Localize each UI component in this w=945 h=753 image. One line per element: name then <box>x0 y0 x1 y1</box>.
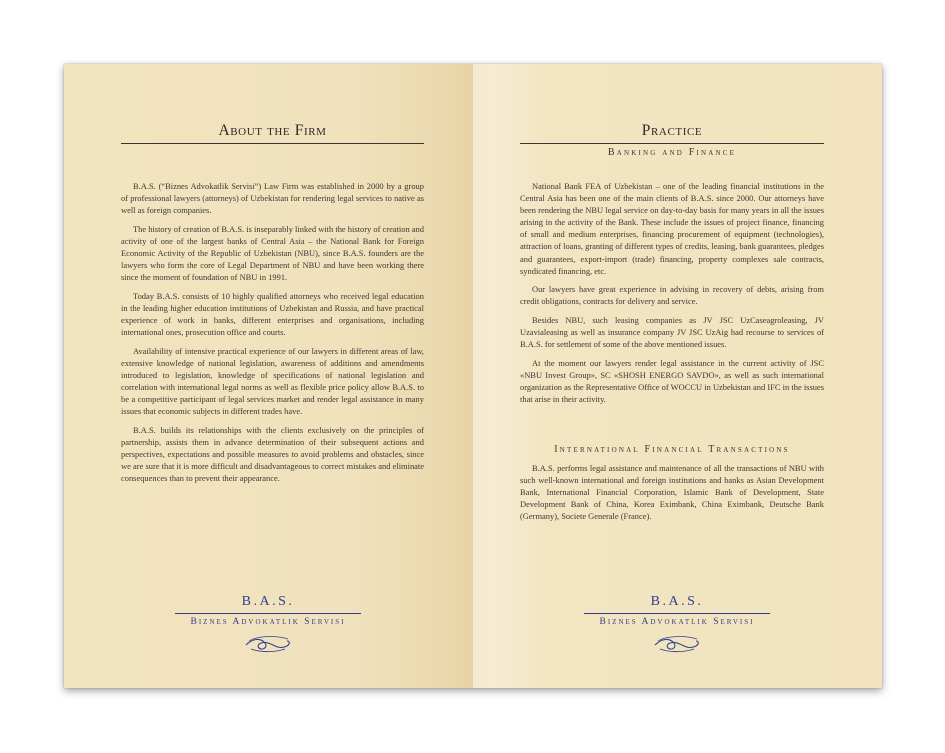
flourish-ornament-icon <box>652 634 702 656</box>
paragraph: Our lawyers have great experience in advising in recovery of debts, arising from credit obligations, contracts for delivery and service. <box>520 284 824 307</box>
logo-mark: B.A.S. <box>241 594 295 609</box>
paragraph: Besides NBU, such leasing companies as JV JSC UzCaseagroleasing, JV Uzavialeasing as well as insurance company JV JSC UzAig had recourse to services of B.A.S. for settlement of some of the above mentioned issues. <box>520 314 824 350</box>
logo-rule <box>175 613 361 614</box>
title-rule <box>121 143 424 144</box>
logo-name: Biznes Advokatlik Servisi <box>190 617 346 627</box>
bas-logo <box>584 594 770 656</box>
paragraph: B.A.S. builds its relationships with the clients exclusively on the principles of partnership, assists them in advance determination of their subsequent actions and perspectives, expectations and possible measures to avoid problems and obstacles, since we are sure that it is more difficult and disadvantageous to correct mistakes and eliminate consequences than to prevent their appearance. <box>121 424 424 484</box>
logo-name: Biznes Advokatlik Servisi <box>599 617 755 627</box>
paragraph: At the moment our lawyers render legal assistance in the current activity of JSC «NBU Invest Group», SC «SHOSH ENERGO SAVDO», as well as such international organization as the Representative Office of WOCCU in Uzbekistan and IFC in the issues that arise in their activity. <box>520 357 824 404</box>
section2-body-text <box>520 462 824 529</box>
right-page <box>473 64 882 688</box>
left-page <box>64 64 473 688</box>
right-body-text <box>520 180 824 412</box>
section-heading: International Financial Transactions <box>554 444 790 455</box>
paragraph: Today B.A.S. consists of 10 highly qualified attorneys who received legal education in the leading higher education institutions of Uzbekistan and Russia, and have practical experience of work in banks, different enterprises and organisations, including international ones, prosecution office and courts. <box>121 290 424 338</box>
paragraph: Availability of intensive practical experience of our lawyers in different areas of law, extensive knowledge of national legislation, awareness of additions and amendments introduced to legislation, knowledge of specifications of national legislation and correlation with international legal norms as well as flexible price policy allow B.A.S. to be a competitive participant of legal services market and render legal assistance in many issues that economic subjects in different trades have. <box>121 345 424 417</box>
paragraph: National Bank FEA of Uzbekistan – one of the leading financial institutions in the Central Asia has been one of the main clients of B.A.S. since 2000. Our attorneys have been rendering the NBU legal service on day-to-day basis for many years in all the issues arising in the activity of the Bank. These include the issues of project finance, financing of small and medium enterprises, financing procurement of equipment (technologies), attraction of loans, granting of different types of credits, leasing, bank guarantees, pledges and guarantees, export-import (trade) financing, property complexes sale contracts, syndicated financing, etc. <box>520 181 824 276</box>
title-rule <box>520 143 824 144</box>
paragraph: The history of creation of B.A.S. is inseparably linked with the history of creation and activity of one of the largest banks of Central Asia – the National Bank for Foreign Economic Activity of the Republic of Uzbekistan (NBU), since B.A.S. founders are the lawyers who form the core of Legal Department of NBU and have been working there since the moment of foundation of NBU in 1991. <box>121 223 424 283</box>
flourish-ornament-icon <box>243 634 293 656</box>
section-subtitle: Banking and Finance <box>607 147 737 158</box>
paragraph: B.A.S. performs legal assistance and maintenance of all the transactions of NBU with such well-known international and foreign institutions and banks as Asian Development Bank, International Financial Corporation, Islamic Bank of Development, State Development Bank of China, Korea Eximbank, China Eximbank, Deutsche Bank (Germany), Societe Generale (France). <box>520 463 824 522</box>
paragraph: B.A.S. (“Biznes Advokatlik Servisi”) Law Firm was established in 2000 by a group of professional lawyers (attorneys) of Uzbekistan for rendering legal services to native as well as foreign companies. <box>121 181 424 216</box>
page-title: Practice <box>641 122 703 139</box>
booklet-spread <box>64 64 882 688</box>
logo-rule <box>584 613 770 614</box>
bas-logo <box>175 594 361 656</box>
logo-mark: B.A.S. <box>650 594 704 609</box>
page-title: About the Firm <box>218 122 327 139</box>
left-body-text <box>121 180 424 491</box>
